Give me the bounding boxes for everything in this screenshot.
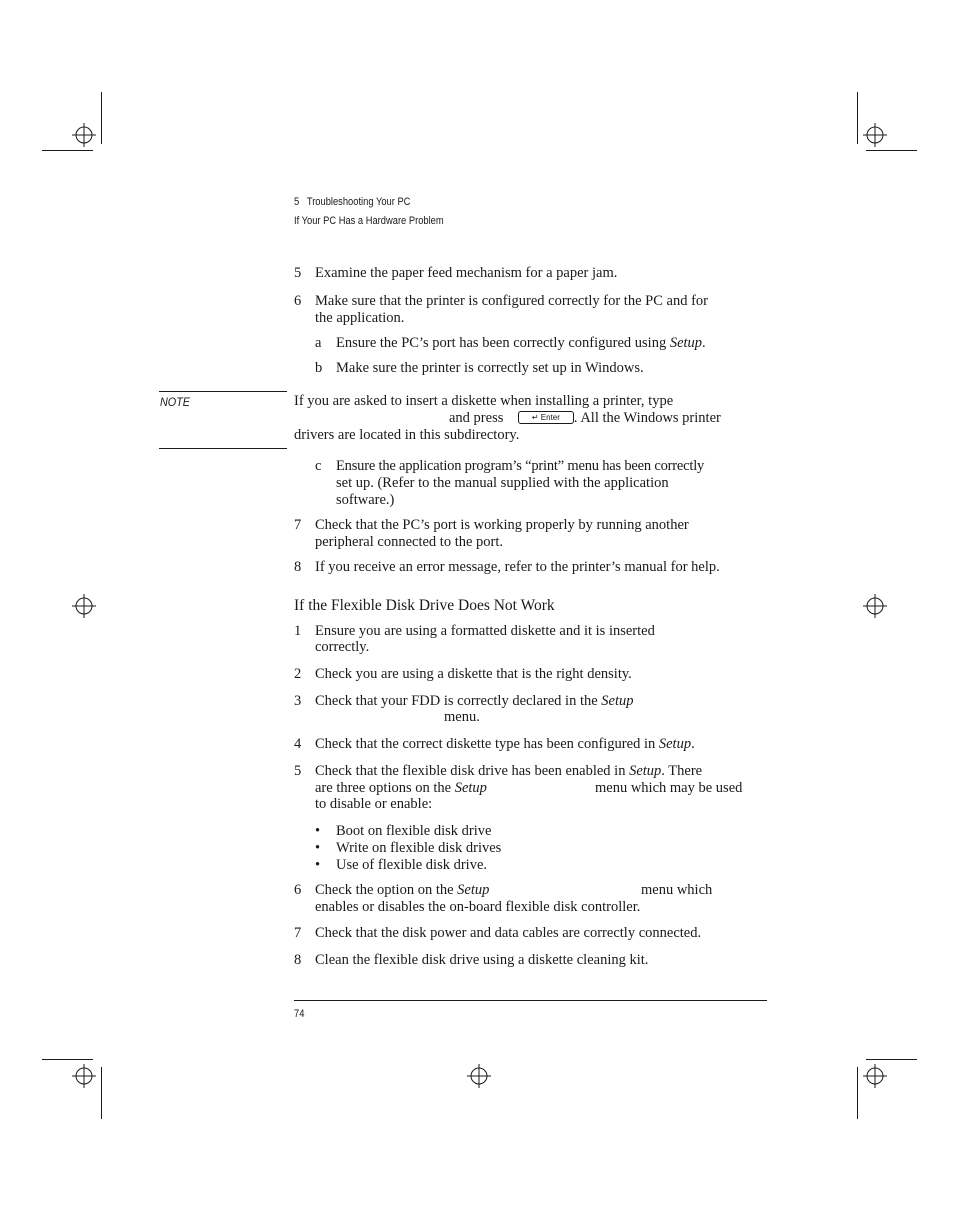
note-text-part: and press <box>449 410 504 426</box>
setup-reference: Setup <box>669 335 703 351</box>
step-number: 1 <box>294 623 302 639</box>
substep-text-part: . <box>702 335 706 351</box>
step-text: Examine the paper feed mechanism for a paper jam. <box>315 265 618 281</box>
substep-text: Ensure the application program’s “print” menu has been correctly <box>336 458 705 474</box>
step-number: 7 <box>294 517 302 533</box>
note-text: drivers are located in this subdirectory. <box>294 427 520 443</box>
substep-text: Make sure the printer is correctly set up in Windows. <box>336 360 644 376</box>
registration-mark-icon <box>72 123 96 147</box>
bullet-icon: • <box>315 840 321 856</box>
note-bottom-rule <box>159 448 287 449</box>
setup-reference: Setup <box>629 763 662 779</box>
step-text: the application. <box>315 310 405 326</box>
substep-letter: a <box>315 335 322 351</box>
step-number: 5 <box>294 763 302 779</box>
step-text <box>315 882 489 899</box>
step-text <box>315 780 487 797</box>
step-number: 5 <box>294 265 302 281</box>
registration-mark-icon <box>72 594 96 618</box>
step-text-part: Check that the flexible disk drive has been enabled in <box>315 763 630 779</box>
step-text <box>315 763 702 780</box>
substep-letter: b <box>315 360 323 376</box>
step-number: 8 <box>294 952 302 968</box>
step-number: 6 <box>294 882 302 898</box>
step-text: Clean the flexible disk drive using a diskette cleaning kit. <box>315 952 649 968</box>
note-text <box>449 410 721 427</box>
step-text: menu. <box>444 709 480 725</box>
setup-reference: Setup <box>601 693 634 709</box>
step-text: Make sure that the printer is configured correctly for the PC and for <box>315 293 708 309</box>
substep-text <box>336 335 706 352</box>
step-text-part: . <box>691 736 695 752</box>
page-number: 74 <box>294 1008 305 1020</box>
crop-mark-bl-horizontal <box>42 1059 93 1060</box>
substep-text: software.) <box>336 492 395 508</box>
step-number: 3 <box>294 693 302 709</box>
crop-mark-br-vertical <box>857 1067 858 1119</box>
step-text: to disable or enable: <box>315 796 433 812</box>
step-text: Check you are using a diskette that is the right density. <box>315 666 632 682</box>
enter-key-icon: ↵ Enter <box>518 411 574 424</box>
crop-mark-bl-vertical <box>101 1067 102 1119</box>
step-text-part: are three options on the <box>315 780 455 796</box>
crop-mark-tl-horizontal <box>42 150 93 151</box>
step-text: peripheral connected to the port. <box>315 534 504 550</box>
step-text: menu which may be used <box>595 780 743 796</box>
step-text: Ensure you are using a formatted diskette and it is inserted <box>315 623 655 639</box>
step-text-part: Check the option on the <box>315 882 458 898</box>
list-item: Boot on flexible disk drive <box>336 823 492 839</box>
crop-mark-tr-horizontal <box>866 150 917 151</box>
setup-reference: Setup <box>457 882 490 898</box>
registration-mark-icon <box>863 123 887 147</box>
step-text-part: Check that the correct diskette type has been configured in <box>315 736 659 752</box>
registration-mark-icon <box>72 1064 96 1088</box>
note-text-part: . All the Windows printer <box>573 410 721 426</box>
registration-mark-icon <box>863 1064 887 1088</box>
step-text: Check that the PC’s port is working properly by running another <box>315 517 689 533</box>
substep-text-part: Ensure the PC’s port has been correctly configured using <box>336 335 670 351</box>
note-top-rule <box>159 391 287 392</box>
setup-reference: Setup <box>658 736 692 752</box>
note-label: NOTE <box>160 395 191 409</box>
step-text-part: Check that your FDD is correctly declared in the <box>315 693 602 709</box>
step-number: 4 <box>294 736 302 752</box>
step-text <box>315 693 634 710</box>
section-heading: If the Flexible Disk Drive Does Not Work <box>294 597 555 614</box>
crop-mark-tr-vertical <box>857 92 858 144</box>
list-item: Use of flexible disk drive. <box>336 857 488 873</box>
running-header-section: If Your PC Has a Hardware Problem <box>294 215 444 227</box>
registration-mark-icon <box>863 594 887 618</box>
crop-mark-br-horizontal <box>866 1059 917 1060</box>
running-header-chapter: 5 Troubleshooting Your PC <box>294 196 411 208</box>
step-text-part: . There <box>661 763 703 779</box>
step-number: 8 <box>294 559 302 575</box>
step-text: enables or disables the on-board flexible disk controller. <box>315 899 641 915</box>
step-text: Check that the disk power and data cables are correctly connected. <box>315 925 702 941</box>
step-text: If you receive an error message, refer to the printer’s manual for help. <box>315 559 720 575</box>
list-item: Write on flexible disk drives <box>336 840 502 856</box>
bullet-icon: • <box>315 823 321 839</box>
step-text: menu which <box>641 882 713 898</box>
crop-mark-tl-vertical <box>101 92 102 144</box>
step-number: 7 <box>294 925 302 941</box>
bullet-icon: • <box>315 857 321 873</box>
note-text: If you are asked to insert a diskette when installing a printer, type <box>294 393 674 409</box>
step-text <box>315 736 695 753</box>
substep-letter: c <box>315 458 322 474</box>
enter-key-label: Enter <box>540 413 560 423</box>
step-number: 2 <box>294 666 302 682</box>
step-number: 6 <box>294 293 302 309</box>
registration-mark-icon <box>467 1064 491 1088</box>
step-text: correctly. <box>315 639 370 655</box>
substep-text: set up. (Refer to the manual supplied with the application <box>336 475 669 491</box>
footer-rule <box>294 1000 767 1001</box>
setup-reference: Setup <box>454 780 487 796</box>
